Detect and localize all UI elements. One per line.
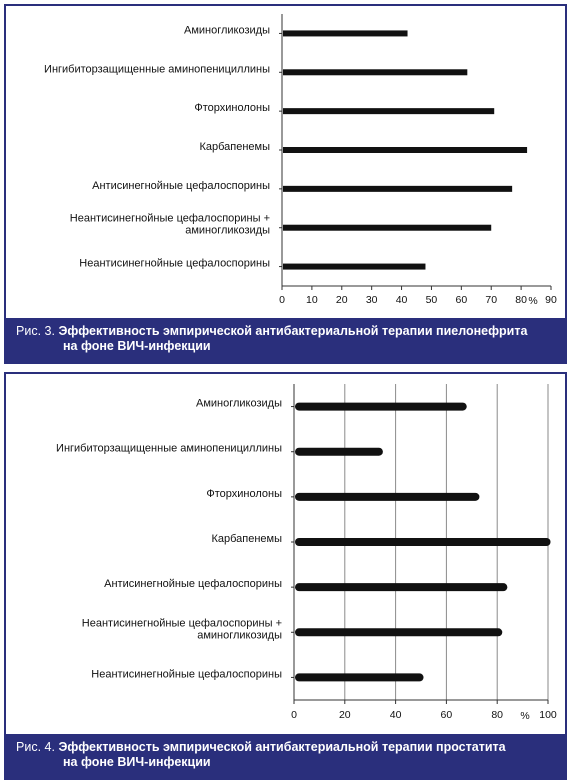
- x-tick-label: 40: [395, 294, 408, 306]
- caption-fig3-label: Рис. 3.: [16, 324, 55, 338]
- caption-fig4-title-line2: на фоне ВИЧ-инфекции: [63, 755, 211, 769]
- category-label: Неантисинегнойные цефалоспорины: [91, 668, 282, 681]
- chart-1-plot: [6, 6, 565, 318]
- chart-panel-2: [4, 372, 567, 780]
- category-label: Аминогликозиды: [195, 397, 282, 410]
- category-label: Антисинегнойные цефалоспорины: [104, 578, 282, 591]
- x-tick-label: 60: [455, 294, 468, 306]
- category-label: Неантисинегнойные цефалоспорины: [79, 257, 270, 270]
- category-label: Аминогликозиды: [183, 24, 270, 37]
- bar-3: [295, 493, 479, 501]
- bar-4: [283, 147, 527, 153]
- bar-6: [283, 225, 491, 231]
- category-label: Неантисинегнойные цефалоспорины +: [81, 617, 282, 630]
- bar-6: [295, 628, 502, 636]
- caption-fig3-title-line2: на фоне ВИЧ-инфекции: [63, 339, 211, 353]
- x-tick-label: 80: [491, 709, 504, 721]
- bar-2: [283, 69, 467, 75]
- caption-fig4-title: Эффективность эмпирической антибактериальной терапии простатита: [58, 740, 506, 754]
- x-tick-label: 50: [425, 294, 438, 306]
- category-label: Карбапенемы: [211, 533, 282, 545]
- x-tick-label: 70: [485, 294, 498, 306]
- bar-7: [283, 264, 425, 270]
- category-label: Фторхинолоны: [206, 487, 282, 500]
- bar-1: [283, 30, 408, 36]
- bar-3: [283, 108, 494, 114]
- x-tick-label: 0: [279, 294, 285, 306]
- caption-fig4: [6, 734, 565, 778]
- category-label: Карбапенемы: [199, 141, 270, 153]
- x-tick-label: 100: [539, 709, 557, 721]
- bar-4: [295, 538, 551, 546]
- x-tick-label: 20: [338, 709, 351, 721]
- x-tick-label: 10: [306, 294, 318, 306]
- x-tick-label: 20: [335, 294, 348, 306]
- bar-1: [295, 403, 467, 411]
- bar-5: [283, 186, 512, 192]
- category-label: Антисинегнойные цефалоспорины: [92, 179, 270, 192]
- bar-5: [295, 583, 507, 591]
- category-label: Ингибиторзащищенные аминопенициллины: [56, 442, 282, 455]
- category-label: Неантисинегнойные цефалоспорины +: [69, 212, 270, 225]
- x-unit-label: %: [528, 295, 538, 307]
- bar-7: [295, 673, 424, 681]
- x-tick-label: 0: [291, 709, 297, 721]
- category-label: аминогликозиды: [197, 629, 282, 642]
- chart-panel-1: [4, 4, 567, 364]
- category-label: Фторхинолоны: [194, 102, 270, 115]
- x-tick-label: 30: [365, 294, 378, 306]
- caption-fig3: [6, 318, 565, 362]
- x-tick-label: 40: [389, 709, 402, 721]
- caption-fig4-label: Рис. 4.: [16, 740, 55, 754]
- bar-2: [295, 448, 383, 456]
- x-tick-label: 90: [545, 294, 557, 306]
- category-label: аминогликозиды: [185, 224, 270, 237]
- caption-fig3-title: Эффективность эмпирической антибактериальной терапии пиелонефрита: [58, 324, 528, 338]
- x-tick-label: 80: [515, 294, 527, 306]
- x-tick-label: 60: [440, 709, 453, 721]
- chart-2-plot: [6, 374, 565, 734]
- x-unit-label: %: [520, 710, 530, 722]
- category-label: Ингибиторзащищенные аминопенициллины: [44, 63, 270, 76]
